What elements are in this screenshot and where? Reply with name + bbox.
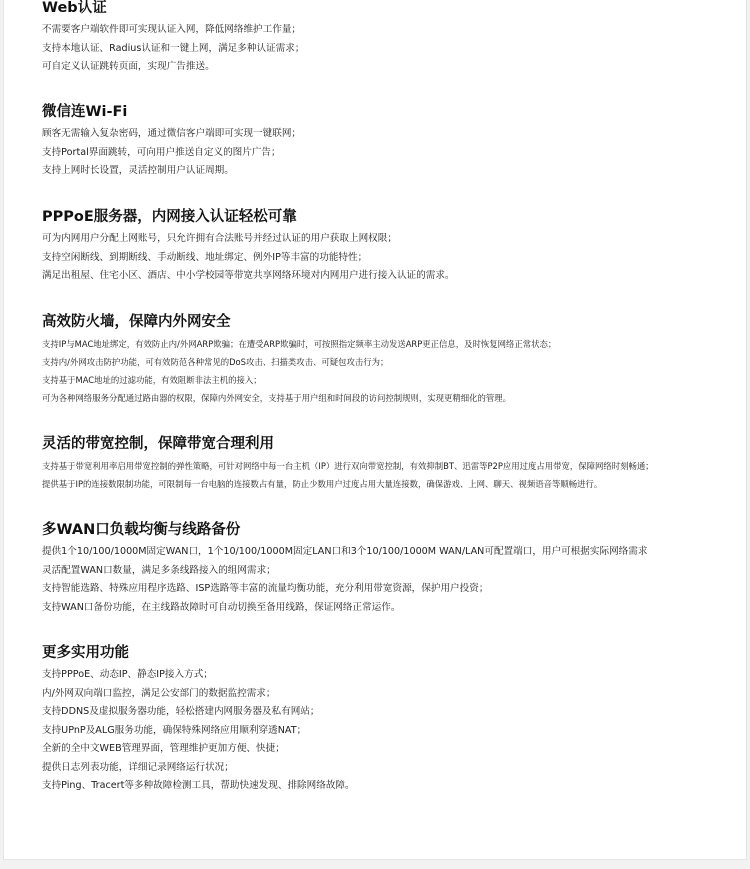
section-title: 更多实用功能 [42, 645, 129, 661]
feature-line: 顾客无需输入复杂密码，通过微信客户端即可实现一键联网； [42, 128, 302, 139]
feature-line: 支持Ping、Tracert等多种故障检测工具，帮助快速发现、排除网络故障。 [42, 780, 355, 791]
section-title: Web认证 [42, 0, 107, 16]
feature-line: 全新的全中文WEB管理界面，管理维护更加方便、快捷； [42, 743, 285, 754]
feature-line: 支持PPPoE、动态IP、静态IP接入方式； [42, 669, 213, 680]
section-multi-wan [42, 520, 732, 617]
feature-line: 支持上网时长设置，灵活控制用户认证周期。 [42, 165, 234, 176]
feature-line: 支持本地认证、Radius认证和一键上网，满足多种认证需求； [42, 42, 305, 54]
feature-line: 支持IP与MAC地址绑定，有效防止内/外网ARP欺骗；在遭受ARP欺骗时，可按照指定频率主动发送ARP更正信息，及时恢复网络正常状态； [42, 339, 557, 349]
feature-line: 支持Portal界面跳转，可向用户推送自定义的图片广告； [42, 146, 281, 158]
section-title: PPPoE服务器，内网接入认证轻松可靠 [42, 209, 297, 225]
section-bandwidth-control [42, 434, 732, 493]
feature-line: 支持基于带宽利用率启用带宽控制的弹性策略，可针对网络中每一台主机（IP）进行双向带宽控制，有效抑制BT、迅雷等P2P应用过度占用带宽，保障网络时刻畅通； [42, 461, 654, 471]
feature-line: 提供1个10/100/1000M固定WAN口，1个10/100/1000M固定LAN口和3个10/100/1000M WAN/LAN可配置端口，用户可根据实际网络需求 [42, 546, 648, 557]
feature-line: 支持DDNS及虚拟服务器功能，轻松搭建内网服务器及私有网站； [42, 706, 320, 717]
feature-line: 灵活配置WAN口数量，满足多条线路接入的组网需求； [42, 564, 276, 576]
section-firewall [42, 312, 732, 407]
section-title: 高效防火墙，保障内外网安全 [42, 314, 231, 330]
feature-line: 可为内网用户分配上网账号，只允许拥有合法账号并经过认证的用户获取上网权限； [42, 233, 397, 244]
feature-line: 支持空闲断线、到期断线、手动断线、地址绑定、例外IP等丰富的功能特性； [42, 251, 368, 263]
feature-line: 支持智能选路、特殊应用程序选路、ISP选路等丰富的流量均衡功能，充分利用带宽资源，保护用户投资； [42, 583, 489, 594]
feature-line: 不需要客户端软件即可实现认证入网，降低网络维护工作量； [42, 24, 302, 35]
feature-line: 支持内/外网攻击防护功能，可有效防范各种常见的DoS攻击、扫描类攻击、可疑包攻击行为； [42, 357, 389, 367]
section-title: 多WAN口负载均衡与线路备份 [42, 522, 241, 538]
section-web-auth [42, 0, 732, 77]
section-pppoe-server [42, 207, 732, 286]
feature-line: 可为各种网络服务分配通过路由器的权限，保障内外网安全，支持基于用户组和时间段的访问控制规则，实现更精细化的管理。 [42, 393, 511, 403]
feature-page [3, 0, 747, 860]
feature-line: 满足出租屋、住宅小区、酒店、中小学校园等带宽共享网络环境对内网用户进行接入认证的需求。 [42, 270, 455, 281]
section-title: 灵活的带宽控制，保障带宽合理利用 [42, 436, 274, 452]
feature-line: 支持UPnP及ALG服务功能，确保特殊网络应用顺利穿透NAT； [42, 724, 307, 736]
feature-line: 可自定义认证跳转页面，实现广告推送。 [42, 61, 215, 72]
feature-line: 内/外网双向端口监控，满足公安部门的数据监控需求； [42, 687, 276, 699]
feature-line: 提供日志列表功能，详细记录网络运行状况； [42, 761, 234, 773]
feature-line: 支持基于MAC地址的过滤功能，有效阻断非法主机的接入； [42, 375, 262, 385]
section-wechat-wifi [42, 102, 732, 181]
feature-line: 提供基于IP的连接数限制功能，可限制每一台电脑的连接数占有量，防止少数用户过度占用大量连接数，确保游戏、上网、聊天、视频语音等顺畅进行。 [42, 479, 603, 489]
feature-line: 支持WAN口备份功能，在主线路故障时可自动切换至备用线路，保证网络正常运作。 [42, 601, 401, 613]
section-more-features [42, 643, 732, 796]
section-title: 微信连Wi-Fi [42, 104, 128, 120]
